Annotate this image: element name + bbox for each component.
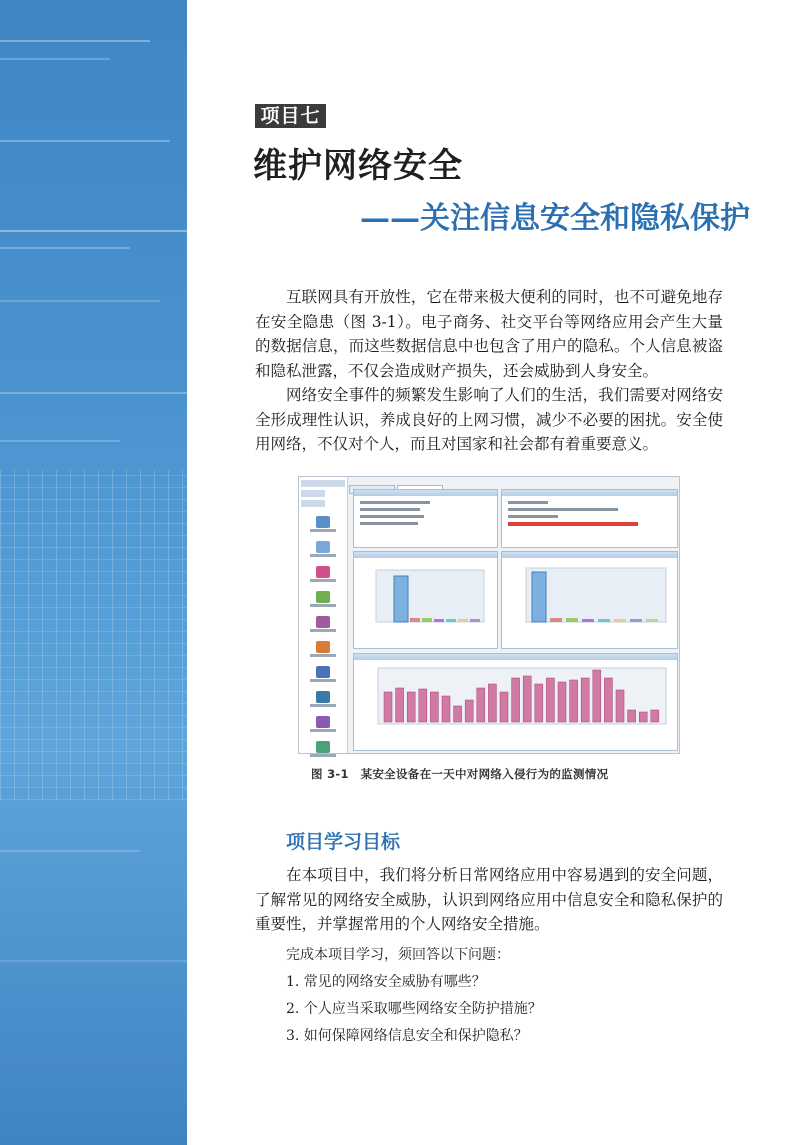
project-number-badge: 项目七: [255, 104, 326, 128]
monitoring-screenshot-figure: [298, 476, 680, 754]
hourly-bar: [546, 678, 554, 722]
hourly-bar: [407, 692, 415, 722]
hourly-bar: [535, 684, 543, 722]
intro-paragraph-2: 网络安全事件的频繁发生影响了人们的生活，我们需要对网络安全形成理性认识，养成良好的上网习惯，减少不必要的困扰。安全使用网络，不仅对个人，而且对国家和社会都有着重要意义。: [255, 386, 723, 453]
page-title: 维护网络安全: [253, 146, 463, 186]
hourly-bar: [639, 712, 647, 722]
hourly-bar: [570, 680, 578, 722]
figure-nav-panel: [299, 477, 348, 753]
question-item: 3. 如何保障网络信息安全和保护隐私？: [286, 1028, 528, 1044]
hourly-bar: [396, 688, 404, 722]
hourly-bar: [488, 684, 496, 722]
hourly-bar: [604, 678, 612, 722]
hourly-bar: [477, 688, 485, 722]
hourly-bar: [581, 678, 589, 722]
question-item: 1. 常见的网络安全威胁有哪些？: [286, 974, 486, 990]
hourly-bar: [628, 710, 636, 722]
questions-intro: 完成本项目学习，须回答以下问题：: [286, 947, 510, 963]
hourly-bar: [523, 676, 531, 722]
hourly-bar: [512, 678, 520, 722]
figure-caption: 图 3-1 某安全设备在一天中对网络入侵行为的监测情况: [311, 767, 609, 781]
hourly-bar: [454, 706, 462, 722]
questions-list: [255, 942, 542, 1050]
hourly-bar: [430, 692, 438, 722]
hourly-bar: [651, 710, 659, 722]
hourly-bar: [442, 696, 450, 722]
intro-paragraph-1: 互联网具有开放性，它在带来极大便利的同时，也不可避免地存在安全隐患（图 3-1）。电子商务、社交平台等网络应用会产生大量的数据信息，而这些数据信息中也包含了用户的隐私。个人信息被盗和隐私泄露，不仅会造成财产损失，还会威胁到人身安全。: [255, 288, 723, 380]
hourly-bar: [384, 692, 392, 722]
decorative-side-band: [0, 0, 187, 1145]
hourly-bar: [616, 690, 624, 722]
hourly-bar: [558, 682, 566, 722]
objectives-paragraph: 在本项目中，我们将分析日常网络应用中容易遇到的安全问题，了解常见的网络安全威胁，认识到网络应用中信息安全和隐私保护的重要性，并掌握常用的个人网络安全措施。: [255, 866, 723, 933]
hourly-bar: [593, 670, 601, 722]
hourly-bar: [500, 692, 508, 722]
section-heading: 项目学习目标: [286, 831, 401, 853]
hourly-bar: [419, 689, 427, 722]
hourly-bar: [465, 700, 473, 722]
page-subtitle: ——关注信息安全和隐私保护: [360, 201, 750, 236]
question-item: 2. 个人应当采取哪些网络安全防护措施？: [286, 1001, 542, 1017]
